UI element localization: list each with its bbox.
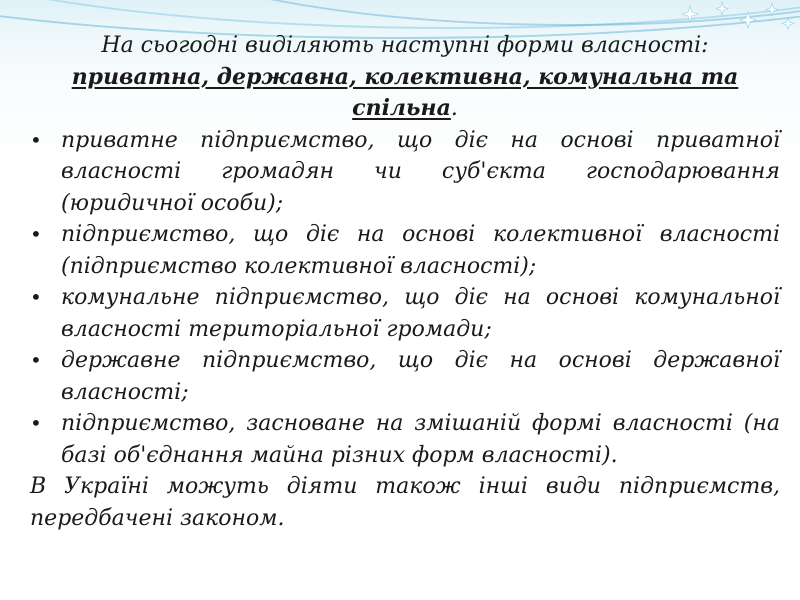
outro-paragraph: В Україні можуть діяти також інші види підприємств, передбачені законом. bbox=[30, 474, 780, 531]
list-item bbox=[30, 125, 780, 220]
intro-line: На сьогодні виділяють наступні форми власності: bbox=[101, 33, 709, 58]
ownership-forms: приватна, державна, колективна, комунальна та спільна bbox=[71, 63, 739, 121]
slide-content bbox=[30, 30, 780, 534]
intro-period: . bbox=[450, 96, 458, 121]
bullet-icon: • bbox=[30, 411, 42, 435]
bullet-icon: • bbox=[30, 127, 42, 152]
bullet-icon: • bbox=[30, 222, 42, 246]
list-item bbox=[30, 219, 780, 282]
bullet-icon: • bbox=[30, 348, 42, 372]
enterprise-types-list bbox=[30, 125, 780, 472]
list-item-text: підприємство, засноване на змішаній формі власності (на базі об'єднання майна різних форм власності). bbox=[61, 411, 780, 468]
list-item bbox=[30, 345, 780, 408]
list-item-text: приватне підприємство, що діє на основі приватної власності громадян чи суб'єкта господарювання (юридичної особи); bbox=[61, 127, 780, 216]
list-item-text: підприємство, що діє на основі колективної власності (підприємство колективної власності); bbox=[61, 222, 780, 279]
list-item bbox=[30, 408, 780, 471]
list-item-text: комунальне підприємство, що діє на основі комунальної власності територіальної громади; bbox=[61, 285, 780, 342]
list-item-text: державне підприємство, що діє на основі державної власності; bbox=[61, 348, 780, 405]
intro-paragraph bbox=[30, 30, 780, 125]
list-item bbox=[30, 282, 780, 345]
bullet-icon: • bbox=[30, 285, 42, 309]
